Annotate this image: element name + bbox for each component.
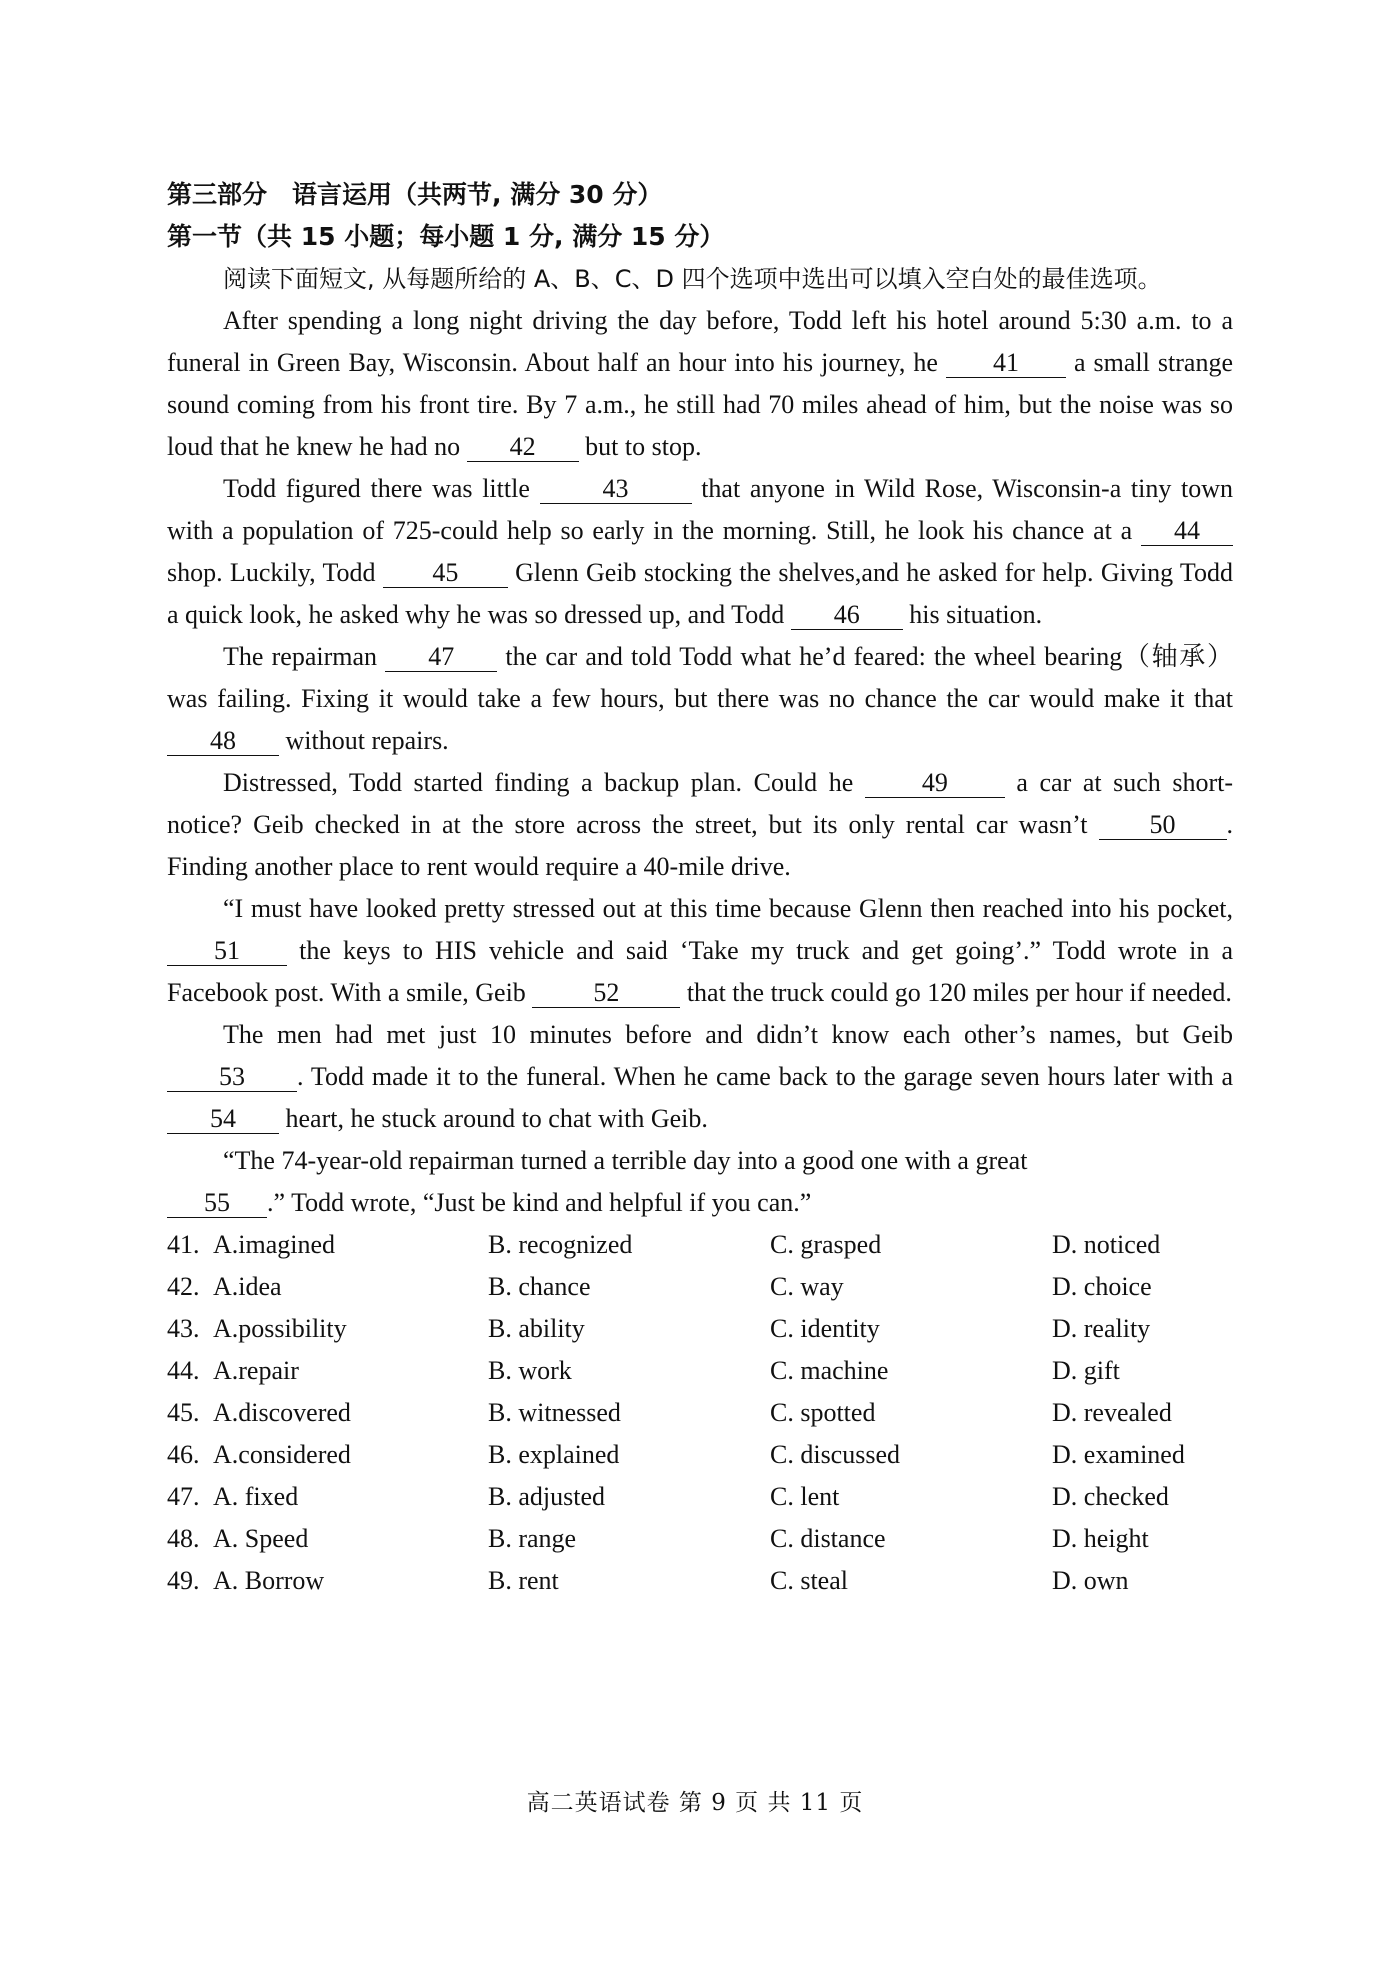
blank-41: 41 bbox=[946, 349, 1066, 378]
option-c: C. steal bbox=[770, 1566, 848, 1595]
option-c: C. distance bbox=[770, 1524, 886, 1553]
option-b: B. chance bbox=[488, 1272, 591, 1301]
option-c: C. grasped bbox=[770, 1230, 882, 1259]
subsection-title: 第一节（共 15 小题；每小题 1 分, 满分 15 分） bbox=[167, 222, 725, 251]
passage-paragraph-5: “I must have looked pretty stressed out at this time because Glenn then reached into his pocket, 51 the keys to HIS vehicle and said ‘Take my truck and get going’.” Todd wrote in a Facebook post. With a smile, Geib 52 that the truck could go 120 miles per hour if needed. bbox=[167, 894, 1233, 1007]
option-d: D. choice bbox=[1052, 1272, 1152, 1301]
option-a: A. Borrow bbox=[213, 1566, 325, 1595]
option-d: D. checked bbox=[1052, 1482, 1169, 1511]
option-b: B. rent bbox=[488, 1566, 559, 1595]
option-c: C. discussed bbox=[770, 1440, 900, 1469]
question-number: 41. bbox=[167, 1230, 200, 1259]
option-b: B. ability bbox=[488, 1314, 585, 1343]
question-number: 45. bbox=[167, 1398, 200, 1427]
blank-51: 51 bbox=[167, 937, 287, 966]
option-d: D. reality bbox=[1052, 1314, 1151, 1343]
blank-47: 47 bbox=[385, 643, 497, 672]
option-b: B. range bbox=[488, 1524, 577, 1553]
option-b: B. work bbox=[488, 1356, 572, 1385]
option-d: D. revealed bbox=[1052, 1398, 1172, 1427]
option-a: A.possibility bbox=[213, 1314, 347, 1343]
option-row-46 bbox=[167, 1434, 1233, 1476]
exam-page bbox=[167, 174, 1233, 1602]
page-footer: 高二英语试卷 第 9 页 共 11 页 bbox=[526, 1790, 864, 1816]
question-number: 43. bbox=[167, 1314, 200, 1343]
option-row-48 bbox=[167, 1518, 1233, 1560]
option-c: C. identity bbox=[770, 1314, 880, 1343]
option-c: C. spotted bbox=[770, 1398, 876, 1427]
option-d: D. noticed bbox=[1052, 1230, 1161, 1259]
passage-paragraph-3: The repairman 47 the car and told Todd what he’d feared: the wheel bearing（轴承）was failing. Fixing it would take a few hours, but there was no chance the car would make it that48 without repairs. bbox=[167, 642, 1234, 755]
option-b: B. explained bbox=[488, 1440, 620, 1469]
option-row-44 bbox=[167, 1350, 1233, 1392]
options-list bbox=[167, 1224, 1233, 1602]
blank-43: 43 bbox=[540, 475, 692, 504]
passage-paragraph-7: “The 74-year-old repairman turned a terrible day into a good one with a great 55 .” Todd wrote, “Just be kind and helpful if you can.” bbox=[167, 1140, 1233, 1224]
passage-paragraph-4: Distressed, Todd started finding a backup plan. Could he 49 a car at such short-notice? Geib checked in at the store across the street, but its only rental car wasn’t 50 . Finding another place to rent would require a 40-mile drive. bbox=[167, 768, 1234, 881]
option-b: B. recognized bbox=[488, 1230, 633, 1259]
passage-paragraph-1: After spending a long night driving the day before, Todd left his hotel around 5:30 a.m. to a funeral in Green Bay, Wisconsin. About half an hour into his journey, he 41 a small strange sound coming from his front tire. By 7 a.m., he still had 70 miles ahead of him, but the noise was so loud that he knew he had no 42 but to stop. bbox=[167, 306, 1233, 461]
blank-45: 45 bbox=[383, 559, 508, 588]
passage-paragraph-6: The men had met just 10 minutes before and didn’t know each other’s names, but Geib 53 . Todd made it to the funeral. When he came back to the garage seven hours later with a 54 heart, he stuck around to chat with Geib. bbox=[167, 1014, 1233, 1140]
blank-50: 50 bbox=[1099, 811, 1227, 840]
option-row-43 bbox=[167, 1308, 1233, 1350]
option-d: D. examined bbox=[1052, 1440, 1185, 1469]
option-row-41 bbox=[167, 1224, 1233, 1266]
option-row-42 bbox=[167, 1266, 1233, 1308]
option-d: D. gift bbox=[1052, 1356, 1120, 1385]
question-number: 49. bbox=[167, 1566, 200, 1595]
option-c: C. machine bbox=[770, 1356, 889, 1385]
question-number: 42. bbox=[167, 1272, 200, 1301]
option-c: C. lent bbox=[770, 1482, 840, 1511]
option-c: C. way bbox=[770, 1272, 844, 1301]
section-title: 第三部分 语言运用（共两节, 满分 30 分） bbox=[167, 180, 663, 209]
blank-46: 46 bbox=[791, 601, 903, 630]
option-a: A.considered bbox=[213, 1440, 351, 1469]
blank-42: 42 bbox=[467, 433, 579, 462]
option-b: B. witnessed bbox=[488, 1398, 621, 1427]
blank-54: 54 bbox=[167, 1105, 279, 1134]
question-number: 48. bbox=[167, 1524, 200, 1553]
option-a: A.imagined bbox=[213, 1230, 336, 1259]
blank-55: 55 bbox=[167, 1189, 267, 1218]
option-a: A.repair bbox=[213, 1356, 299, 1385]
option-a: A.idea bbox=[213, 1272, 282, 1301]
instructions: 阅读下面短文, 从每题所给的 A、B、C、D 四个选项中选出可以填入空白处的最佳选项。 bbox=[223, 265, 1162, 293]
blank-49: 49 bbox=[865, 769, 1005, 798]
question-number: 46. bbox=[167, 1440, 200, 1469]
option-d: D. height bbox=[1052, 1524, 1149, 1553]
option-a: A. Speed bbox=[213, 1524, 309, 1553]
option-d: D. own bbox=[1052, 1566, 1129, 1595]
blank-53: 53 bbox=[167, 1063, 297, 1092]
option-row-45 bbox=[167, 1392, 1233, 1434]
option-row-47 bbox=[167, 1476, 1233, 1518]
question-number: 44. bbox=[167, 1356, 200, 1385]
question-number: 47. bbox=[167, 1482, 200, 1511]
option-b: B. adjusted bbox=[488, 1482, 605, 1511]
blank-48: 48 bbox=[167, 727, 279, 756]
blank-52: 52 bbox=[532, 979, 680, 1008]
blank-44: 44 bbox=[1141, 517, 1233, 546]
option-a: A. fixed bbox=[213, 1482, 299, 1511]
option-row-49 bbox=[167, 1560, 1233, 1602]
option-a: A.discovered bbox=[213, 1398, 351, 1427]
passage-paragraph-2: Todd figured there was little 43 that anyone in Wild Rose, Wisconsin-a tiny town with a population of 725-could help so early in the morning. Still, he look his chance at a 44shop. Luckily, Todd 45 Glenn Geib stocking the shelves,and he asked for help. Giving Todd a quick look, he asked why he was so dressed up, and Todd 46 his situation. bbox=[167, 474, 1234, 629]
